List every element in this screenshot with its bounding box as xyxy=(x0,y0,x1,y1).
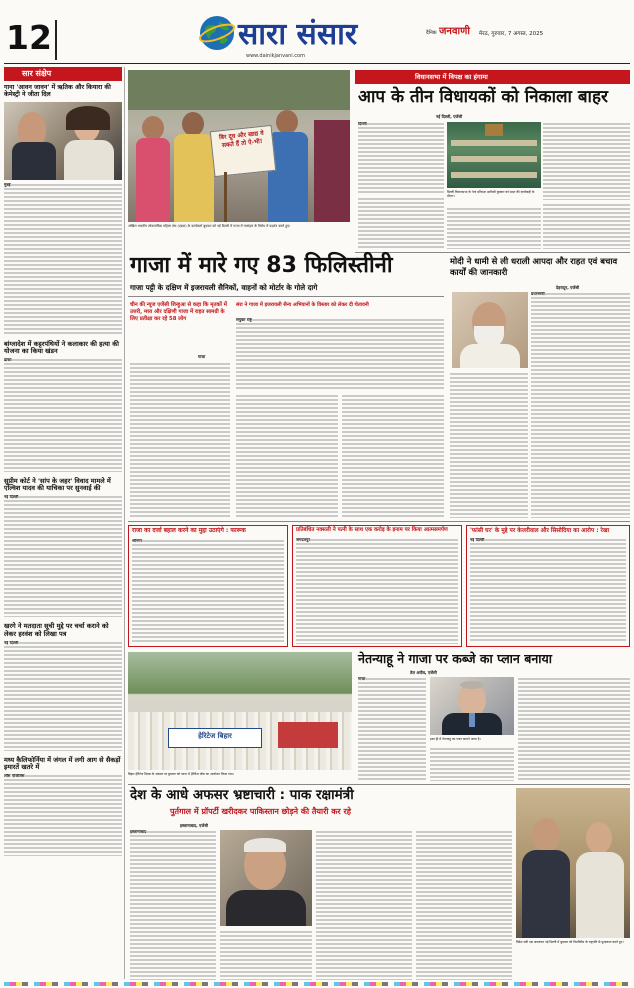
brief-4-body xyxy=(4,641,122,751)
page-number: 12 xyxy=(6,18,52,57)
modi-dhami-title: मोदी ने धामी से ली धराली आपदा और राहत एवं बचाव कार्यों की जानकारी xyxy=(450,256,618,277)
heritage-banner: हेरिटेज बिहार xyxy=(198,732,232,740)
netanyahu-lead: गाजा xyxy=(358,677,366,681)
farooq-story xyxy=(128,525,288,647)
pakistan-headline: देश के आधे अफसर भ्रष्टाचारी : पाक रक्षामंत्री xyxy=(130,787,354,803)
modi-body-1 xyxy=(531,292,630,518)
website: www.dainikjanvani.com xyxy=(246,53,305,59)
left-column-divider xyxy=(124,67,125,979)
masthead-divider xyxy=(55,20,57,60)
modi-photo xyxy=(452,292,528,368)
rekha-lead: नई दिल्ली xyxy=(470,538,485,543)
dateline: मेरठ, गुरुवार, 7 अगस्त, 2025 xyxy=(479,31,544,37)
jaishankar-meeting-photo xyxy=(516,788,630,938)
netanyahu-headline: नेतन्याहू ने गाजा पर कब्जे का प्लान बनाया xyxy=(358,651,553,666)
naxal-title: प्रतिबंधित नक्सली ने पत्नी के साथ एक करोड़ के इनाम पर किया आत्मसमर्पण xyxy=(296,527,448,533)
un-warning-title: संरा ने गाजा में इजरायली सैन्य अभियानों के विस्तार को लेकर दी चेतावनी xyxy=(236,302,369,308)
pakistan-body-3 xyxy=(316,830,412,980)
pakistan-byline: इस्लामाबाद, एजेंसी xyxy=(180,823,208,828)
naxal-lead: जगदलपुर xyxy=(296,537,310,542)
modi-lead: प्रधानमंत्री xyxy=(531,292,545,296)
color-registration-strip xyxy=(4,982,630,986)
brief-5-title: मध्य कैलिफोर्निया में जंगल में लगी आग से सैकड़ों इमारतें खतरे में xyxy=(4,755,121,771)
pakistan-body-4 xyxy=(416,830,512,980)
heritage-walk-caption: बिहार हेरिटेज दिवस के अवसर पर बुधवार को पटना में हेरिटेज वॉक का आयोजन किया गया। xyxy=(128,772,234,776)
masthead-title: सारा संसार xyxy=(238,17,358,52)
brief-3-body xyxy=(4,495,122,617)
un-warning-lead: संयुक्त राष्ट्र xyxy=(236,318,252,322)
netanyahu-byline: तेल अवीव, एजेंसी xyxy=(410,670,437,675)
assembly-lead: दिल्ली xyxy=(358,122,367,126)
gaza-kicker: चीन की न्यूज एजेंसी शिन्हुआ से कहा कि मृतकों में उत्तरी, मध्य और दक्षिणी गाजा में राहत सामग्री के लिए प्रतीक्षा कर रहे 58 लोग xyxy=(130,302,227,322)
protest-placard: बिर दूध और खाद्य वे सकते हैं तो ऐ-भी! xyxy=(210,125,276,177)
assembly-body-col1b xyxy=(358,197,444,249)
gaza-body-3 xyxy=(342,394,444,518)
heritage-walk-photo xyxy=(128,652,352,770)
section-header: सार संक्षेप xyxy=(4,67,122,81)
netanyahu-body-2 xyxy=(430,747,514,781)
brief-1-body xyxy=(4,183,122,335)
assembly-headline: आप के तीन विधायकों को निकाला बाहर xyxy=(358,87,608,107)
netanyahu-photo xyxy=(430,677,514,735)
netanyahu-body-1 xyxy=(358,677,426,781)
pakistan-subhead: पुर्तगाल में प्रॉपर्टी खरीदकर पाकिस्तान छोड़ने की तैयारी कर रहे xyxy=(170,807,351,816)
protest-photo-caption: अखिल भारतीय लोकतांत्रिक महिला संघ (एडवा) के कार्यकर्ता बुधवार को नई दिल्ली में गाजा में नरसंहार के विरोध में प्रदर्शन करते हुए। xyxy=(128,224,291,228)
jaishankar-caption: विदेश मंत्री एस जयशंकर नई दिल्ली में बुधवार को फिलीपींस के राष्ट्रपति से मुलाकात करते हुए। xyxy=(516,940,624,944)
hrithik-kiara-photo xyxy=(4,102,122,180)
left-column xyxy=(4,67,122,979)
brief-2-body xyxy=(4,358,122,472)
brief-4-title: खरगे ने मतदाता सूची मुद्दे पर चर्चा कराने को लेकर हरवंश को लिखा पत्र xyxy=(4,622,109,638)
globe-logo-icon xyxy=(198,14,236,52)
assembly-photo-caption: दिल्ली विधानसभा के नेता प्रतिपक्ष आतिशी बुधवार को सदन की कार्यवाही के दौरान। xyxy=(447,190,535,198)
gaza-rule xyxy=(128,296,444,297)
netanyahu-caption: हाल ही में नेतन्याहू का प्लान सामने आया है। xyxy=(430,737,481,741)
rekha-title: 'फांसी घर' के मुद्दे पर केजरीवाल और सिसोदिया का आरोप : रेखा xyxy=(470,528,610,534)
assembly-body-col2 xyxy=(543,122,630,200)
mid-rule xyxy=(128,521,630,522)
brief-1-title: गाना 'आवन जावन' में ऋतिक और कियारा की केमेस्ट्री ने जीता दिल xyxy=(4,84,111,98)
pakistan-body-1 xyxy=(130,830,216,980)
paper-name: जनवाणी xyxy=(439,26,470,37)
brief-3-title: सुप्रीम कोर्ट ने 'सांप के जहर' विवाद मामले में एल्विश यादव की याचिका पर सुनवाई की xyxy=(4,477,111,493)
brief-4-lead: नई दिल्ली xyxy=(4,640,19,645)
rekha-body xyxy=(470,538,626,642)
pakistan-lead: इस्लामाबाद xyxy=(130,830,147,834)
rekha-story xyxy=(466,525,630,647)
naxal-body xyxy=(296,538,458,644)
assembly-body-col1 xyxy=(358,122,444,194)
pakistan-minister-photo xyxy=(220,830,312,926)
gaza-body-1 xyxy=(130,362,230,518)
gaza-body-2 xyxy=(236,394,338,518)
gaza-banner-headline: गाजा में मारे गए 83 फिलिस्तीनी xyxy=(130,253,393,278)
assembly-rule xyxy=(355,252,630,253)
farooq-lead: श्रीनगर xyxy=(132,538,142,543)
assembly-byline: नई दिल्ली, एजेंसी xyxy=(436,114,463,119)
farooq-title: राजा का दर्जा बहाल करने का मुद्दा उठाएंगे : फारूक xyxy=(132,527,246,534)
assembly-photo xyxy=(447,122,541,188)
protest-photo xyxy=(128,70,350,222)
pakistan-body-2 xyxy=(220,930,312,980)
netanyahu-body-3 xyxy=(518,677,630,781)
brief-1-lead: मुंबई xyxy=(4,182,11,187)
assembly-body-col3b xyxy=(543,203,630,249)
lower-rule xyxy=(128,784,630,785)
assembly-strip: विधानसभा में विपक्ष का हंगामा xyxy=(355,70,630,84)
brief-5-lead: लॉस एंजिलिस xyxy=(4,773,25,778)
naxal-story xyxy=(292,525,462,647)
masthead-rule xyxy=(4,63,630,64)
modi-byline: देहरादून, एजेंसी xyxy=(556,285,580,290)
gaza-subhead: गाजा पट्टी के दक्षिण में इजरायली सैनिकों, वाहनों को मोर्टार के गोले दागे xyxy=(130,283,318,292)
gaza-byline: गाजा xyxy=(198,354,206,359)
farooq-body xyxy=(132,539,284,643)
assembly-body-col2b xyxy=(447,207,541,249)
brief-2-lead: ढाका xyxy=(4,358,12,363)
brief-3-lead: नई दिल्ली xyxy=(4,495,19,500)
paper-prefix: दैनिक xyxy=(426,30,437,36)
un-warning-body-1 xyxy=(236,318,444,390)
brief-2-title: बांग्लादेश में कट्टरपंथियों ने कलाकार की हत्या की योजना का किया खंडन xyxy=(4,339,119,355)
modi-body-2 xyxy=(450,372,528,518)
brief-5-body xyxy=(4,774,122,856)
